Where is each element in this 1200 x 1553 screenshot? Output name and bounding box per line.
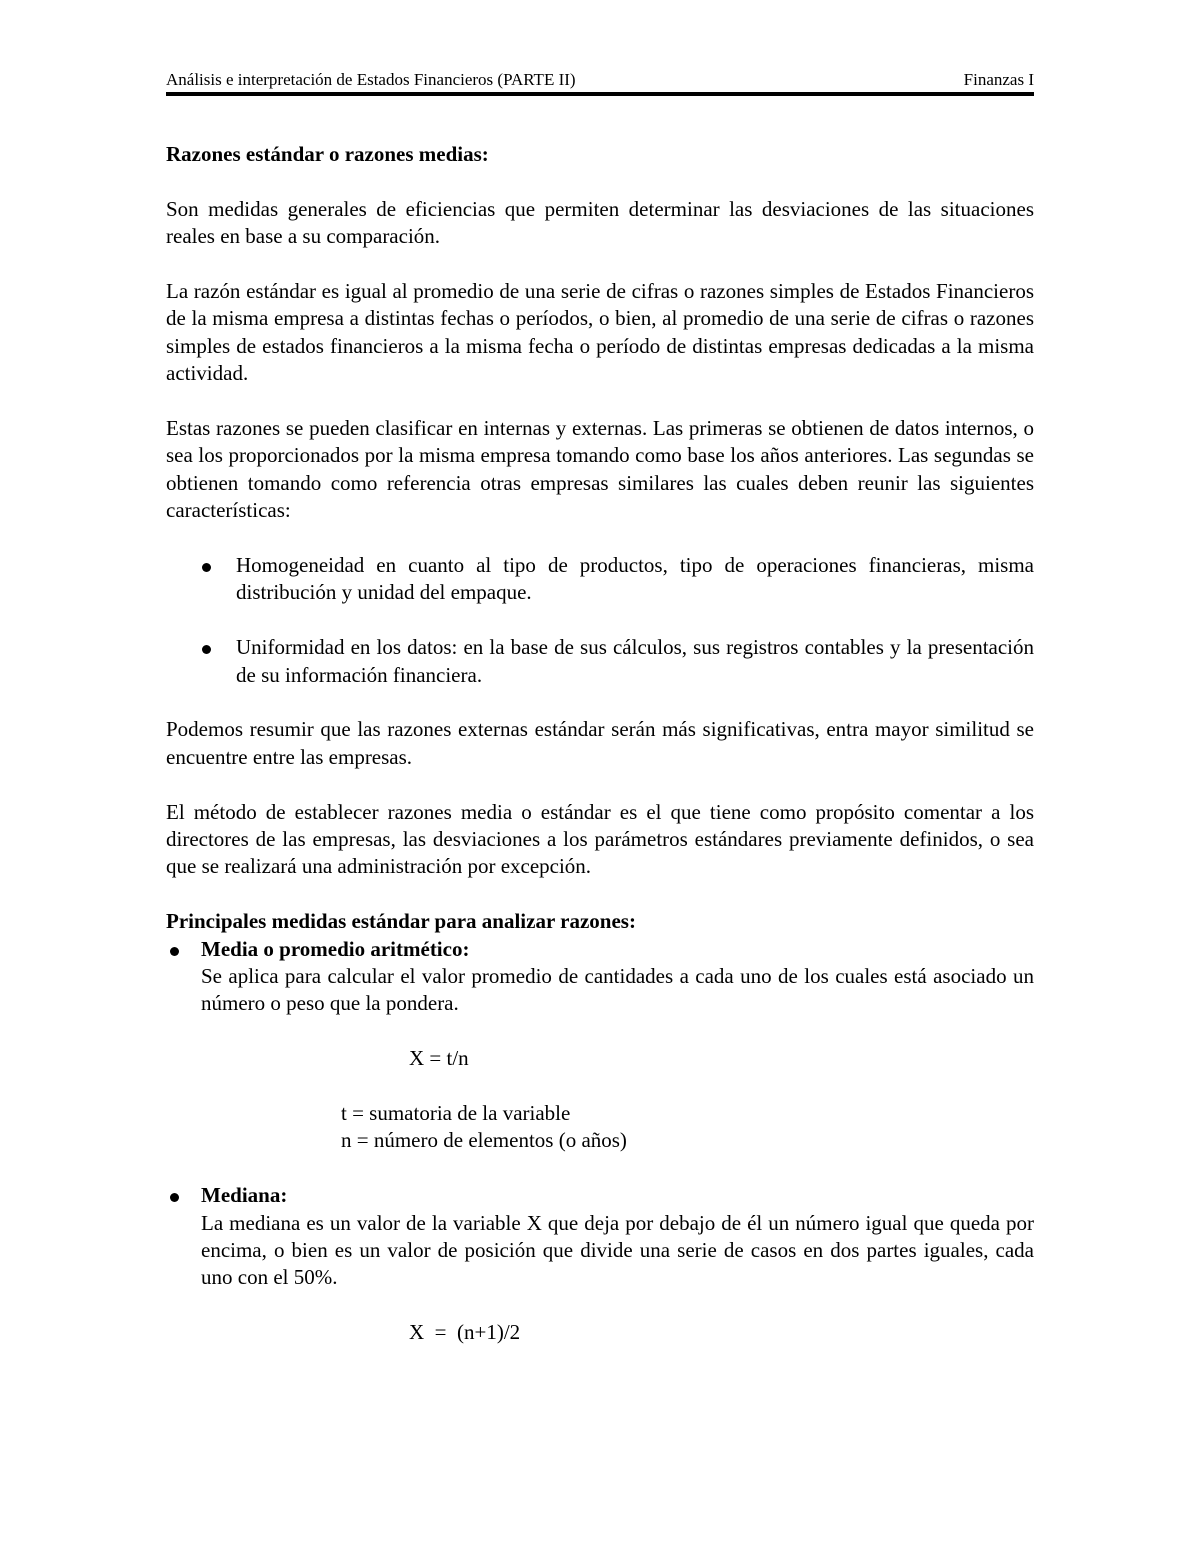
bullet-icon bbox=[202, 563, 211, 572]
paragraph-razon-estandar: La razón estándar es igual al promedio de una serie de cifras o razones simples de Estados Financieros de la misma empresa a distintas fechas o períodos, o bien, al promedio de una serie de cifras o razones simples de estados financieros a la misma fecha o período de distintas empresas dedicadas a la misma actividad. bbox=[166, 279, 1034, 386]
paragraph-clasificacion: Estas razones se pueden clasificar en internas y externas. Las primeras se obtienen de datos internos, o sea los proporcionados por la misma empresa tomando como base los años anteriores. Las segundas se obtienen tomando como referencia otras empresas similares las cuales deben reunir las siguientes características: bbox=[166, 416, 1034, 523]
measure-description: La mediana es un valor de la variable X que deja por debajo de él un número igual que queda por encima, o bien es un valor de posición que divide una serie de casos en dos partes iguales, cada uno con el 50%. bbox=[201, 1210, 1034, 1290]
formula-definitions bbox=[201, 1100, 1034, 1155]
definition-line: t = sumatoria de la variable bbox=[341, 1101, 571, 1126]
bullet-icon bbox=[202, 645, 211, 654]
list-item bbox=[166, 634, 1034, 689]
bullet-icon bbox=[170, 947, 179, 956]
document-body bbox=[166, 141, 1034, 1347]
definition-line: n = número de elementos (o años) bbox=[341, 1128, 627, 1153]
list-item bbox=[166, 552, 1034, 607]
section-heading-razones-estandar: Razones estándar o razones medias: bbox=[166, 142, 489, 166]
formula: X = t/n bbox=[409, 1046, 469, 1071]
measure-item-media bbox=[166, 936, 1034, 1155]
measure-title: Media o promedio aritmético: bbox=[201, 936, 470, 961]
paragraph-metodo: El método de establecer razones media o estándar es el que tiene como propósito comentar a los directores de las empresas, las desviaciones a los parámetros estándares previamente definidos, o sea que se realizará una administración por excepción. bbox=[166, 799, 1034, 879]
list-item-text: Homogeneidad en cuanto al tipo de productos, tipo de operaciones financieras, misma distribución y unidad del empaque. bbox=[236, 553, 1034, 605]
measures-list bbox=[166, 936, 1034, 1347]
paragraph-resumen: Podemos resumir que las razones externas estándar serán más significativas, entra mayor similitud se encuentre entre las empresas. bbox=[166, 717, 1034, 769]
list-item-text: Uniformidad en los datos: en la base de sus cálculos, sus registros contables y la presentación de su información financiera. bbox=[236, 635, 1034, 687]
characteristics-list bbox=[166, 552, 1034, 689]
measure-title: Mediana: bbox=[201, 1183, 288, 1208]
section-heading-medidas: Principales medidas estándar para analizar razones: bbox=[166, 909, 636, 934]
header-rule bbox=[166, 92, 1034, 96]
header-course: Finanzas I bbox=[963, 70, 1034, 89]
paragraph-definition: Son medidas generales de eficiencias que permiten determinar las desviaciones de las situaciones reales en base a su comparación. bbox=[166, 196, 1034, 249]
header-title: Análisis e interpretación de Estados Financieros (PARTE II) bbox=[166, 70, 576, 89]
measure-item-mediana bbox=[166, 1182, 1034, 1346]
formula: X = (n+1)/2 bbox=[409, 1320, 521, 1345]
measure-description: Se aplica para calcular el valor promedio de cantidades a cada uno de los cuales está asociado un número o peso que la pondera. bbox=[201, 964, 1034, 1016]
bullet-icon bbox=[170, 1193, 179, 1202]
